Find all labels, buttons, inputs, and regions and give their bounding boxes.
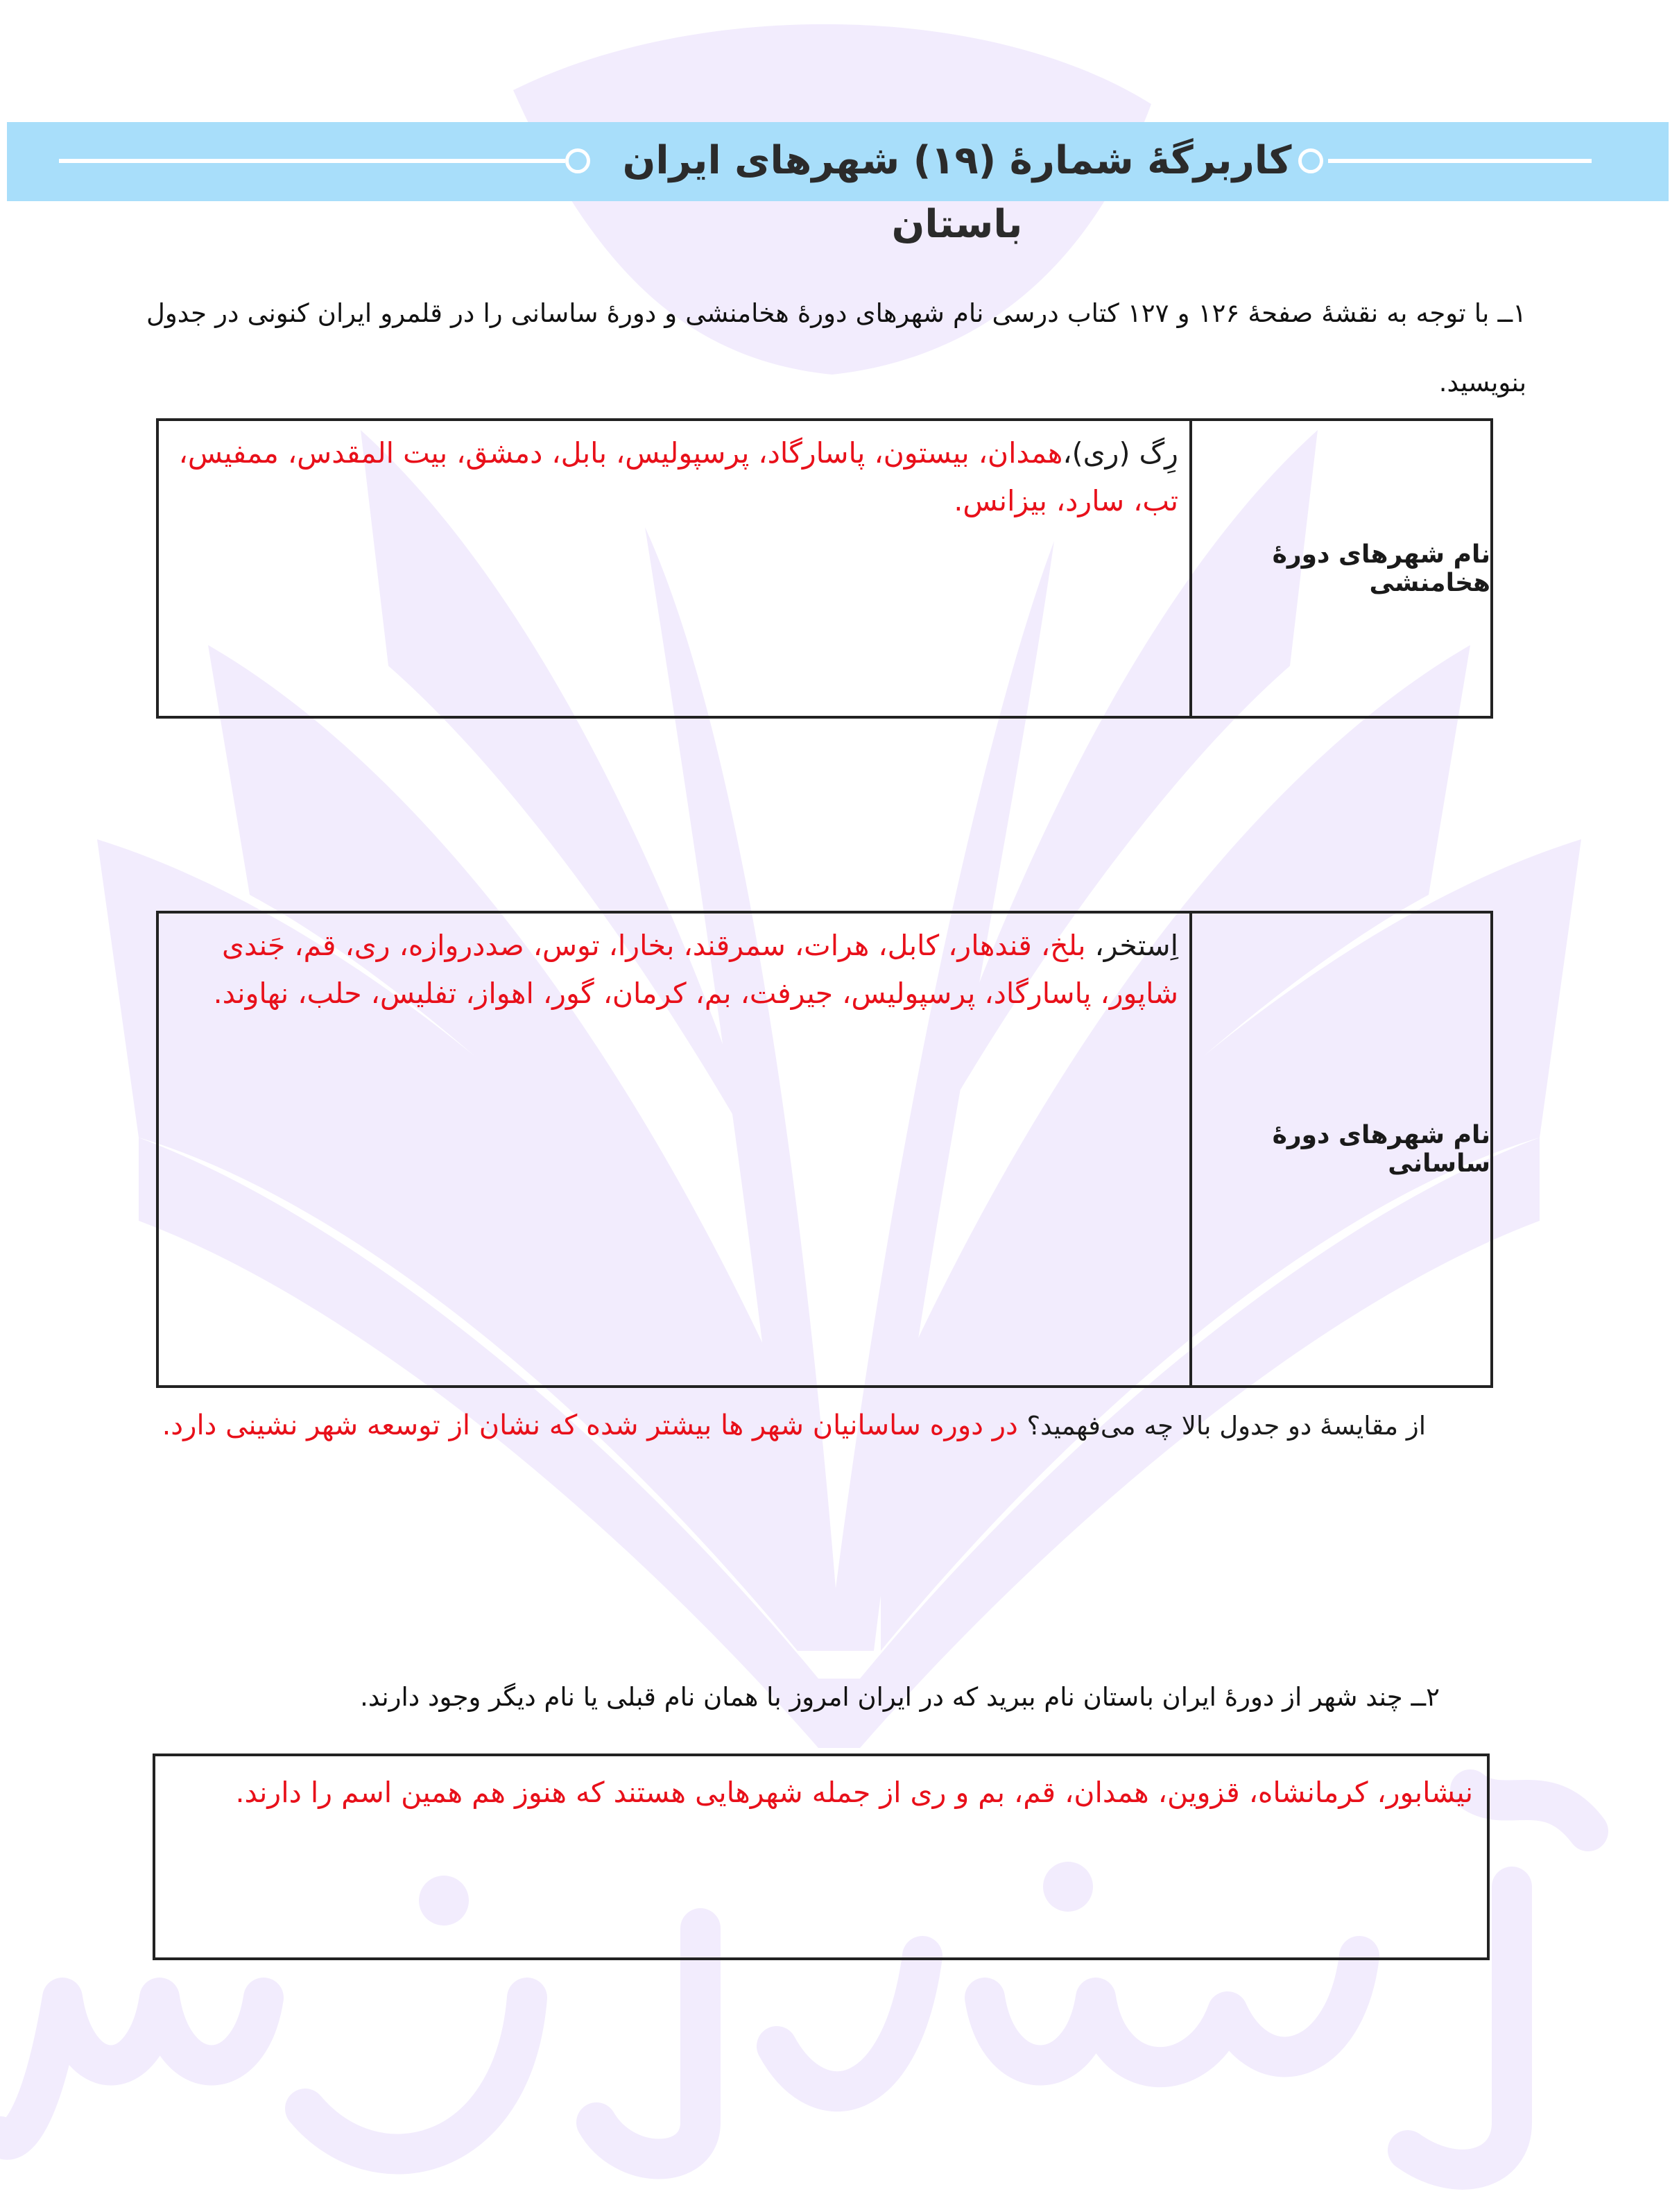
comparison-question: از مقایسۀ دو جدول بالا چه می‌فهمید؟ <box>1026 1411 1426 1441</box>
answer-achaemenid <box>159 421 1189 716</box>
answer-question-2: نیشابور، کرمانشاه، قزوین، همدان، قم، بم و ری از جمله شهرهایی هستند که هنوز هم همین اسم را دارند. <box>235 1776 1473 1809</box>
answer-achaemenid-lead: رِگ (ری)، <box>1062 436 1178 470</box>
answer-achaemenid-text: همدان، بیستون، پاسارگاد، پرسپولیس، بابل، دمشق، بیت المقدس، ممفیس، تب، سارد، بیزانس. <box>178 436 1178 517</box>
answer-box-question-2 <box>153 1754 1490 1960</box>
answer-sasanian-text: بلخ، قندهار، کابل، هرات، سمرقند، بخارا، توس، صددروازه، ری، قم، جَندی شاپور، پاسارگاد، پرسپولیس، جیرفت، بم، کرمان، گور، اهواز، تفلیس، حلب، نهاوند. <box>213 929 1178 1010</box>
answer-sasanian <box>159 914 1189 1385</box>
label-achaemenid: نام شهرهای دورۀ هخامنشی <box>1189 421 1490 716</box>
answer-sasanian-lead: اِستخر، <box>1094 929 1178 962</box>
page-title: کاربرگۀ شمارۀ (۱۹) شهرهای ایران باستان <box>622 138 1292 247</box>
comparison-answer: در دوره ساسانیان شهر ها بیشتر شده که نشان از توسعه شهر نشینی دارد. <box>162 1409 1027 1441</box>
label-sasanian: نام شهرهای دورۀ ساسانی <box>1189 914 1490 1385</box>
header-dot-left <box>565 148 590 173</box>
question-2: ۲ــ چند شهر از دورۀ ایران باستان نام ببرید که در ایران امروز با همان نام قبلی یا نام دیگر وجود دارند. <box>360 1682 1440 1712</box>
question-1: ۱ــ با توجه به نقشۀ صفحۀ ۱۲۶ و ۱۲۷ کتاب درسی نام شهرهای دورۀ هخامنشی و دورۀ ساسانی را در قلمرو ایران کنونی در جدول بنویسید. <box>146 298 1526 397</box>
header-rule-left <box>59 159 565 163</box>
table-sasanian <box>156 911 1493 1388</box>
header-rule-right <box>1328 159 1592 163</box>
comparison <box>0 1401 1426 1450</box>
table-achaemenid <box>156 418 1493 719</box>
